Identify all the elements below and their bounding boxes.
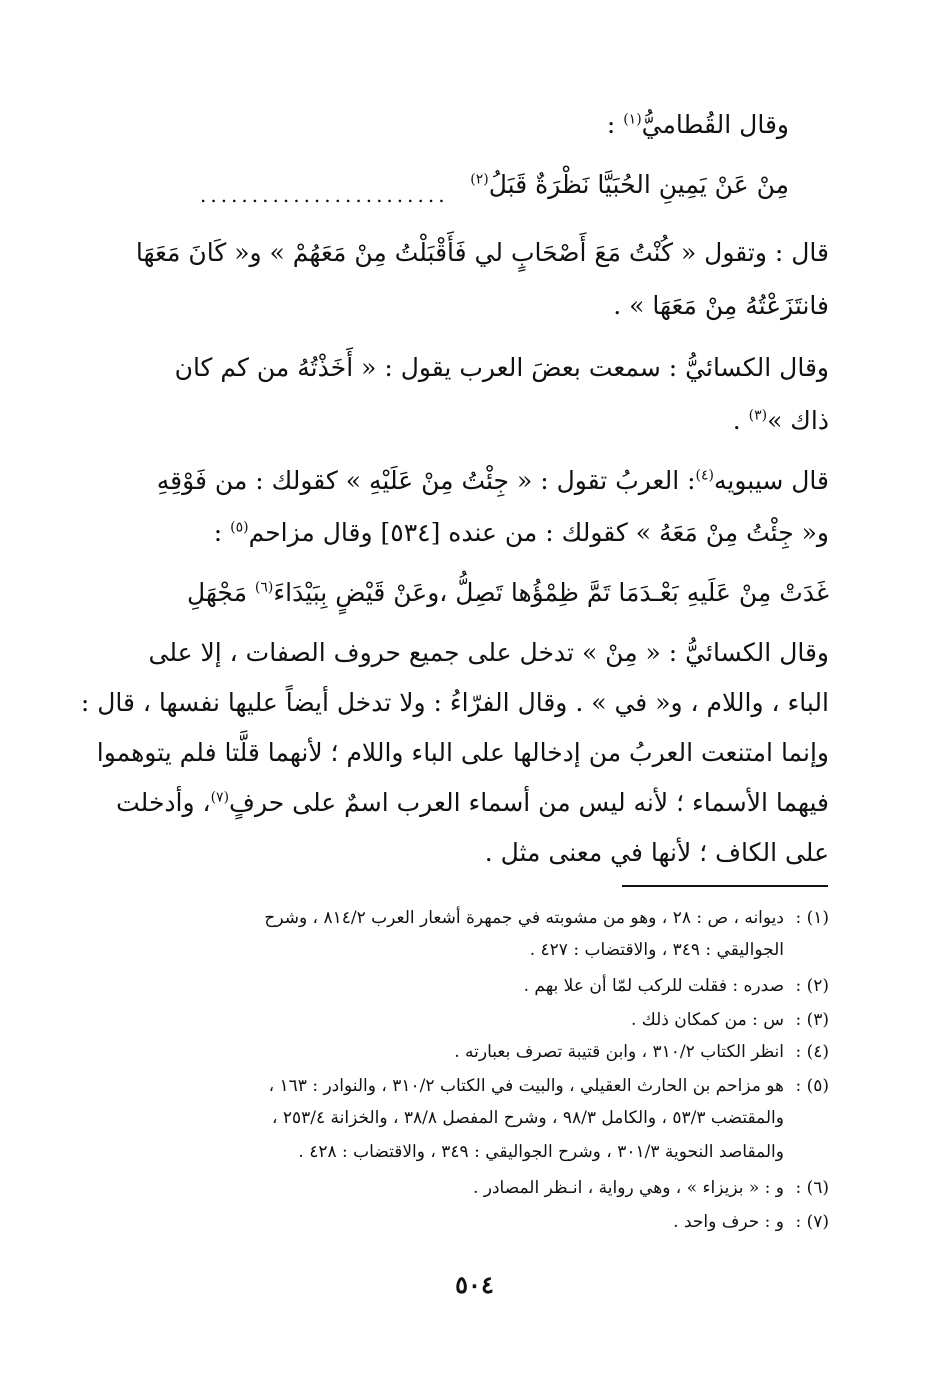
footnote-5-text-c: والمقاصد النحوية ٣٠١/٣ ، وشرح الجواليقي : ٣٤٩ ، والاقتضاب : ٤٢٨ . <box>298 1142 784 1162</box>
footnote-1-text-a: ديوانه ، ص : ٢٨ ، وهو من مشوبته في جمهرة أشعار العرب ٨١٤/٢ ، وشرح <box>264 908 784 928</box>
footnote-2-text: صدره : فقلت للركب لمّا أن علا بهم . <box>523 976 784 996</box>
footnote-ref-1: (١) <box>623 111 642 128</box>
text-line-8 <box>214 520 829 545</box>
footnote-1-number: (١) : <box>795 908 829 928</box>
verse-ellipsis: ........................ <box>200 183 449 207</box>
footnote-7-text: و : حرف واحد . <box>673 1212 784 1232</box>
text-line-13-text: فيهما الأسماء ؛ لأنه ليس من أسماء العرب اسمٌ على حرفٍ <box>229 788 829 817</box>
footnote-5-text-a: هو مزاحم بن الحارث العقيلي ، والبيت في الكتاب ٣١٠/٢ ، والنوادر : ١٦٣ ، <box>268 1076 784 1096</box>
text-line-7 <box>157 468 829 493</box>
footnote-4-number: (٤) : <box>795 1042 829 1062</box>
text-line-11: الباء ، واللام ، و« في » . وقال الفرّاءُ : ولا تدخل أيضاً عليها نفسها ، قال : <box>80 688 829 717</box>
text-line-8-text: و« جِئْتُ مِنْ مَعَهُ » كقولك : من عنده [٥٣٤] وقال مزاحم <box>248 518 829 547</box>
colon-mark-2: : <box>213 518 223 547</box>
text-line-4: فانتَزَعْتُهُ مِنْ مَعَهَا » . <box>613 291 829 320</box>
full-stop: . <box>732 406 741 435</box>
verse-qutami <box>470 172 789 197</box>
speaker-qutami: وقال القُطاميُّ <box>641 110 789 139</box>
footnote-ref-6: (٦) <box>254 579 274 596</box>
text-line-6-text: ذاك » <box>767 406 829 435</box>
text-line-10: وقال الكسائيُّ : « مِنْ » تدخل على جميع حروف الصفات ، إلا على <box>148 638 829 667</box>
footnote-4-text: انظر الكتاب ٣١٠/٢ ، وابن قتيبة تصرف بعبارته . <box>454 1042 784 1062</box>
text-line-14: على الكاف ؛ لأنها في معنى مثل . <box>484 838 829 867</box>
footnote-5-text-b: والمقتضب ٥٣/٣ ، والكامل ٩٨/٣ ، وشرح المفصل ٣٨/٨ ، والخزانة ٢٥٣/٤ ، <box>272 1108 784 1128</box>
footnote-1-text-b: الجواليقي : ٣٤٩ ، والاقتضاب : ٤٢٧ . <box>529 940 784 960</box>
text-line-12: وإنما امتنعت العربُ من إدخالها على الباء واللام ؛ لأنهما قلَّتا فلم يتوهموا <box>96 738 829 767</box>
verse-muzahim <box>187 580 829 605</box>
footnote-6-text: و : « بزيزاء » ، وهي رواية ، انـظر المصادر . <box>472 1178 784 1198</box>
page-number: ٥٠٤ <box>455 1270 494 1299</box>
footnote-7-number: (٧) : <box>795 1212 829 1232</box>
text-line-5: وقال الكسائيُّ : سمعت بعضَ العرب يقول : « أَخَذْتُهُ من كم كان <box>174 353 829 382</box>
text-line-13 <box>116 790 829 815</box>
verse-muzahim-end: مَجْهَلِ <box>186 578 247 607</box>
colon-mark: : <box>606 110 616 139</box>
footnote-3-text: س : من كمكان ذلك . <box>631 1010 784 1030</box>
footnote-ref-3: (٣) <box>748 407 768 424</box>
footnote-ref-2: (٢) <box>470 171 489 188</box>
footnote-ref-7: (٧) <box>210 789 230 806</box>
footnote-3-number: (٣) : <box>795 1010 829 1030</box>
verse-qutami-text: مِنْ عَنْ يَمِينِ الحُبَيَّا نَظْرَةٌ قَبَلُ <box>488 170 789 199</box>
footnote-separator <box>622 885 828 887</box>
text-line-qutami <box>607 112 789 137</box>
text-line-3: قال : وتقول « كُنْتُ مَعَ أَصْحَابٍ لي فَأَقْبَلْتُ مِنْ مَعَهُمْ » و« كَانَ مَعَهَا <box>135 238 829 267</box>
verse-muzahim-text: غَدَتْ مِنْ عَلَيهِ بَعْـدَمَا تَمَّ ظِمْؤُها تَصِلُّ ،وعَنْ قَيْضٍ بِبَيْدَاءَ <box>273 578 829 607</box>
text-line-13-end: ، وأدخلت <box>116 788 211 817</box>
footnote-2-number: (٢) : <box>795 976 829 996</box>
footnote-ref-5: (٥) <box>230 519 249 536</box>
footnote-5-number: (٥) : <box>795 1076 829 1096</box>
footnote-ref-4: (٤) <box>695 467 714 484</box>
sibawayh-text: : العربُ تقول : « جِئْتُ مِنْ عَلَيْهِ » كقولك : من فَوْقِهِ <box>156 466 696 495</box>
footnote-6-number: (٦) : <box>795 1178 829 1198</box>
sibawayh-label: قال سيبويه <box>714 466 829 495</box>
text-line-6 <box>733 408 829 433</box>
